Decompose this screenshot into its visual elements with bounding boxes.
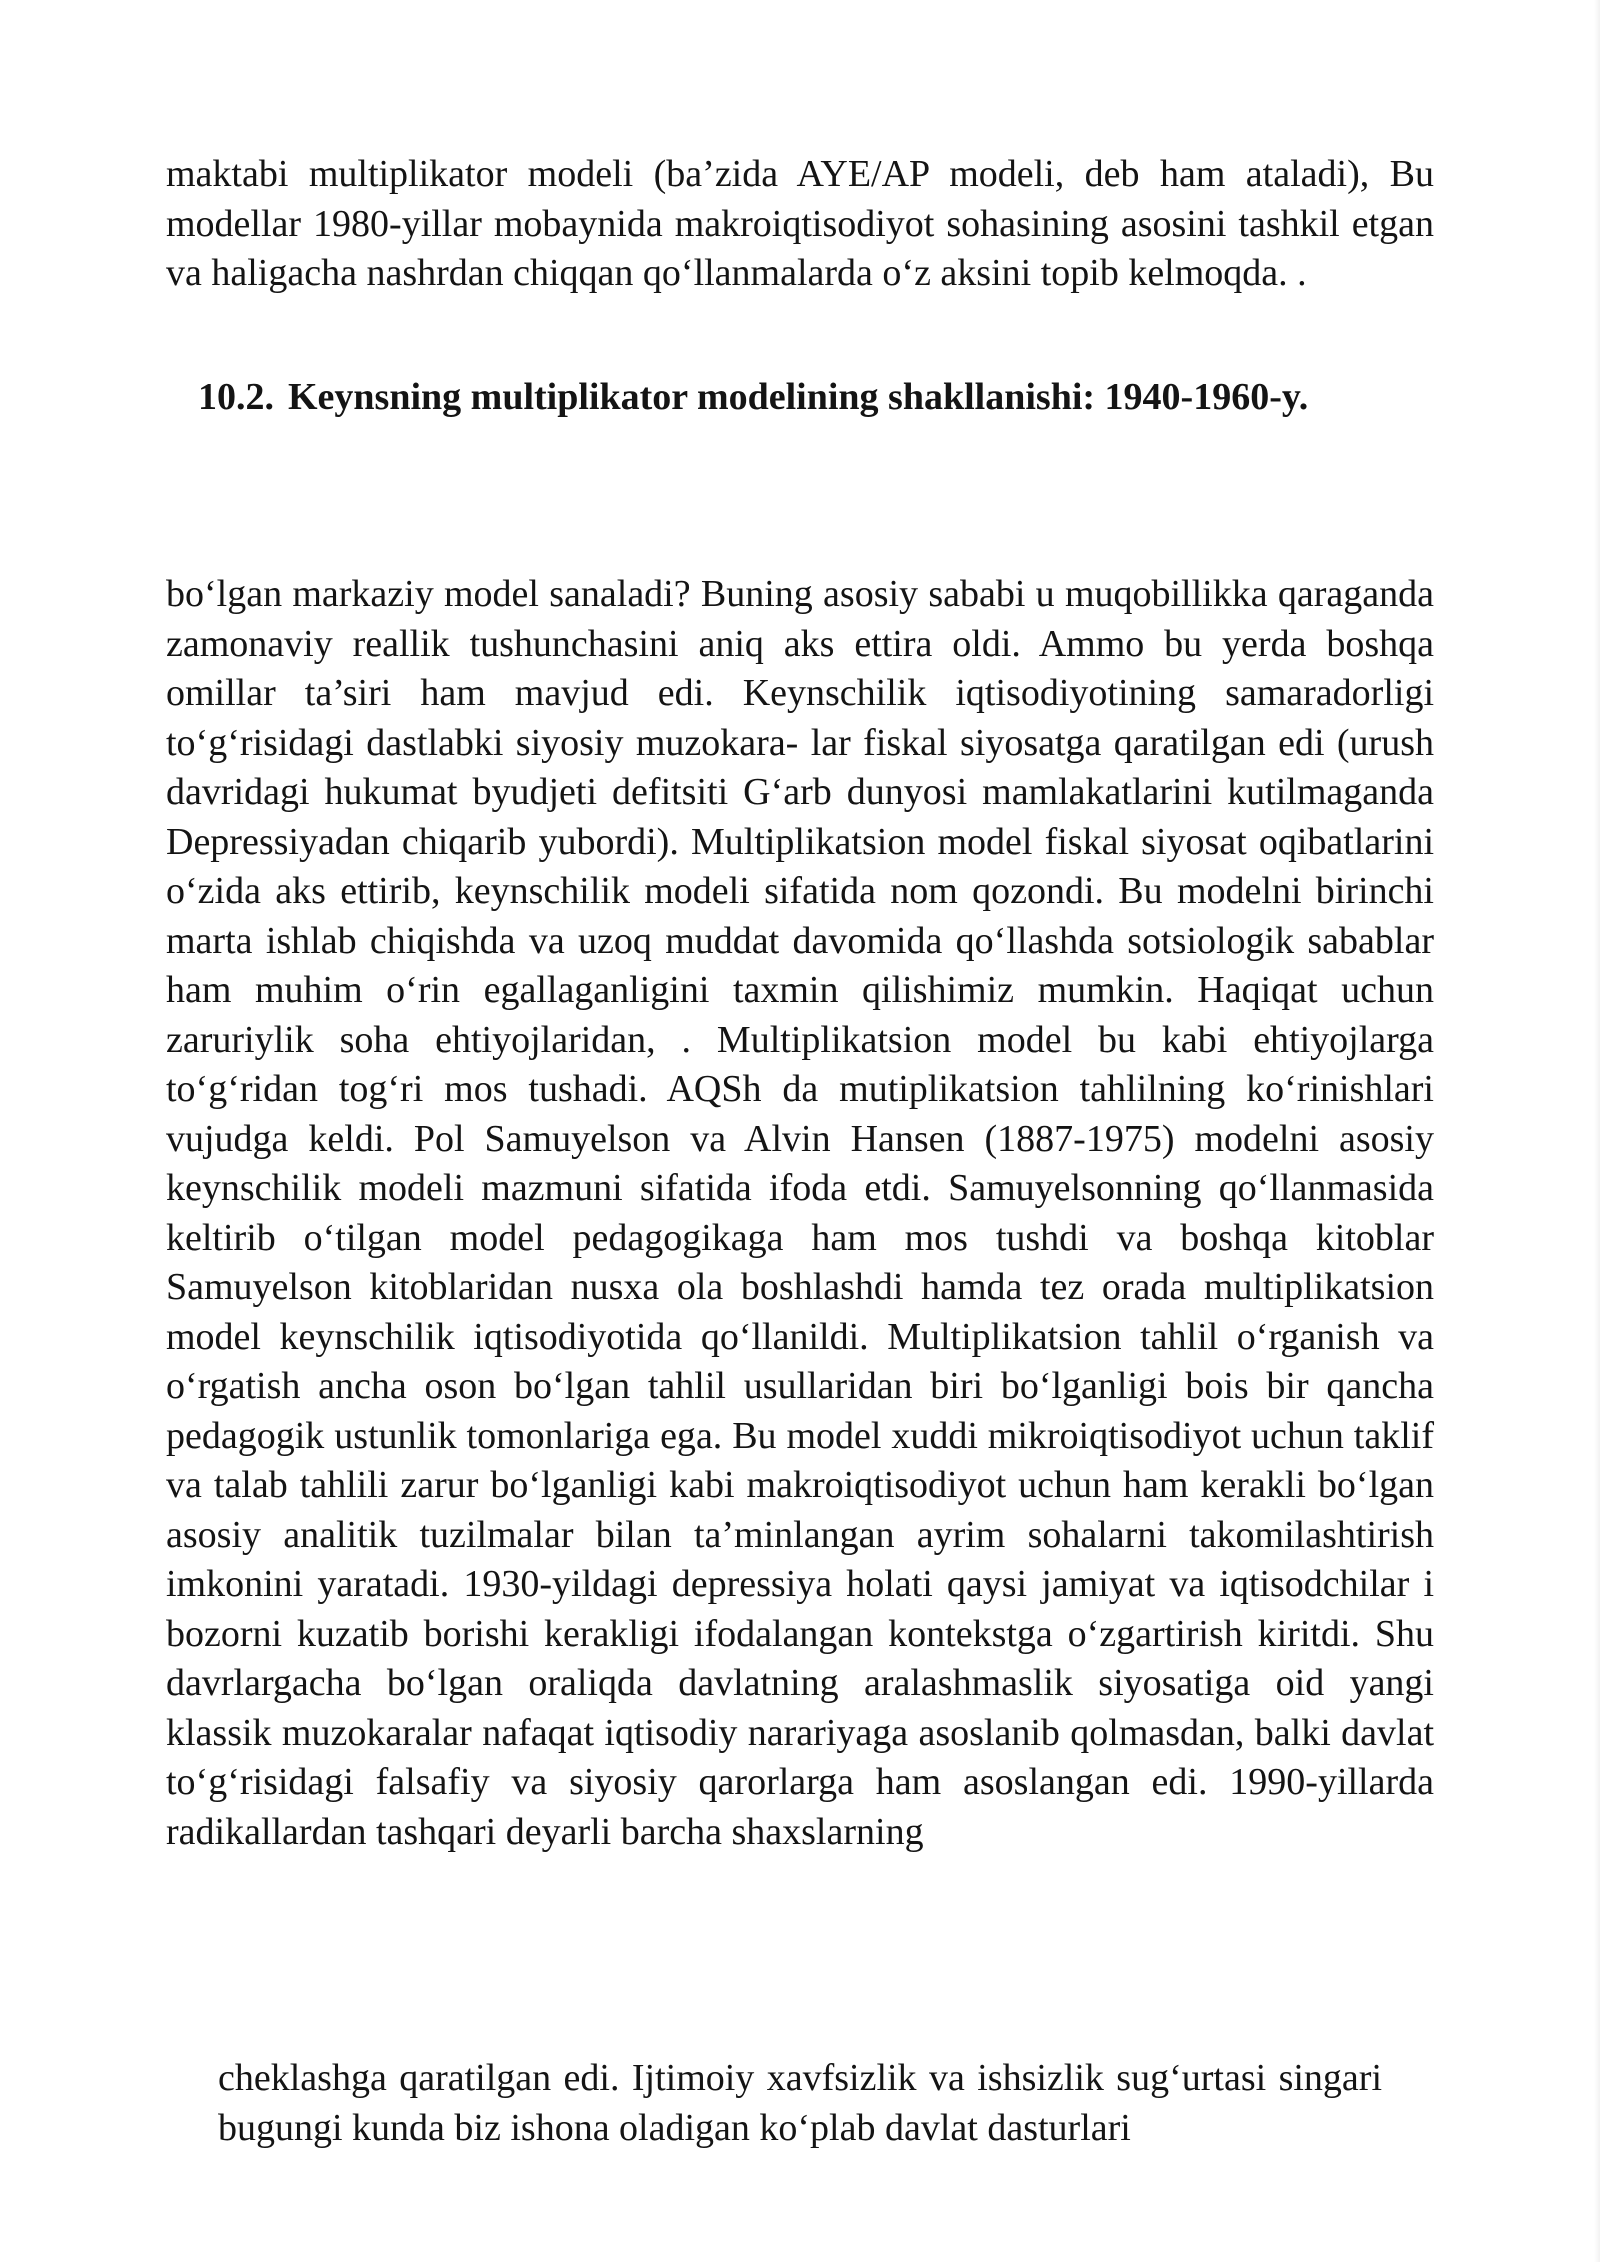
- paragraph-intro: maktabi multiplikator modeli (ba’zida AYE/AP modeli, deb ham ataladi), Bu modellar 1980-yillar mobaynida makroiqtisodiyot sohasining asosini tashkil etgan va haligacha nashrdan chiqqan qo‘llanmalarda o‘z aksini topib kelmoqda. .: [166, 153, 1434, 294]
- section-number: 10.2.: [198, 376, 274, 418]
- paragraph-main: bo‘lgan markaziy model sanaladi? Buning asosiy sababi u muqobillikka qaraganda zamonaviy reallik tushunchasini aniq aks ettira oldi. Ammo bu yerda boshqa omillar ta’siri ham mavjud edi. Keynschilik iqtisodiyotining samaradorligi to‘g‘risidagi dastlabki siyosiy muzokara- lar fiskal siyosatga qaratilgan edi (urush davridagi hukumat byudjeti defitsiti G‘arb dunyosi mamlakatlarini kutilmaganda Depressiyadan chiqarib yubordi). Multiplikatsion model fiskal siyosat oqibatlarini o‘zida aks ettirib, keynschilik modeli sifatida nom qozondi. Bu modelni birinchi marta ishlab chiqishda va uzoq muddat davomida qo‘llashda sotsiologik sabablar ham muhim o‘rin egallaganligini taxmin qilishimiz mumkin. Haqiqat uchun zaruriylik soha ehtiyojlaridan, . Multiplikatsion model bu kabi ehtiyojlarga to‘g‘ridan tog‘ri mos tushadi. AQSh da mutiplikatsion tahlilning ko‘rinishlari vujudga keldi. Pol Samuyelson va Alvin Hansen (1887-1975) modelni asosiy keynschilik modeli mazmuni sifatida ifoda etdi. Samuyelsonning qo‘llanmasida keltirib o‘tilgan model pedagogikaga ham mos tushdi va boshqa kitoblar Samuyelson kitoblaridan nusxa ola boshlashdi hamda tez orada multiplikatsion model keynschilik iqtisodiyotida qo‘llanildi. Multiplikatsion tahlil o‘rganish va o‘rgatish ancha oson bo‘lgan tahlil usullaridan biri bo‘lganligi bois bir qancha pedagogik ustunlik tomonlariga ega. Bu model xuddi mikroiqtisodiyot uchun taklif va talab tahlili zarur bo‘lganligi kabi makroiqtisodiyot uchun ham kerakli bo‘lgan asosiy analitik tuzilmalar bilan ta’minlangan ayrim sohalarni takomilashtirish imkonini yaratadi. 1930-yildagi depressiya holati qaysi jamiyat va iqtisodchilar i bozorni kuzatib borishi kerakligi ifodalangan kontekstga o‘zgartirish kiritdi. Shu davrlargacha bo‘lgan oraliqda davlatning aralashmaslik siyosatiga oid yangi klassik muzokaralar nafaqat iqtisodiy narariyaga asoslanib qolmasdan, balki davlat to‘g‘risidagi falsafiy va siyosiy qarorlarga ham asoslangan edi. 1990-yillarda radikallardan tashqari deyarli barcha shaxslarning: [166, 573, 1434, 1853]
- paragraph-continuation: cheklashga qaratilgan edi. Ijtimoiy xavfsizlik va ishsizlik sug‘urtasi singari bugungi kunda biz ishona oladigan ko‘plab davlat dasturlari: [218, 2057, 1382, 2149]
- page-edge-shadow: [1594, 0, 1600, 2262]
- section-title: Keynsning multiplikator modelining shakllanishi: 1940-1960-y.: [288, 376, 1309, 418]
- section-heading: [198, 372, 1448, 422]
